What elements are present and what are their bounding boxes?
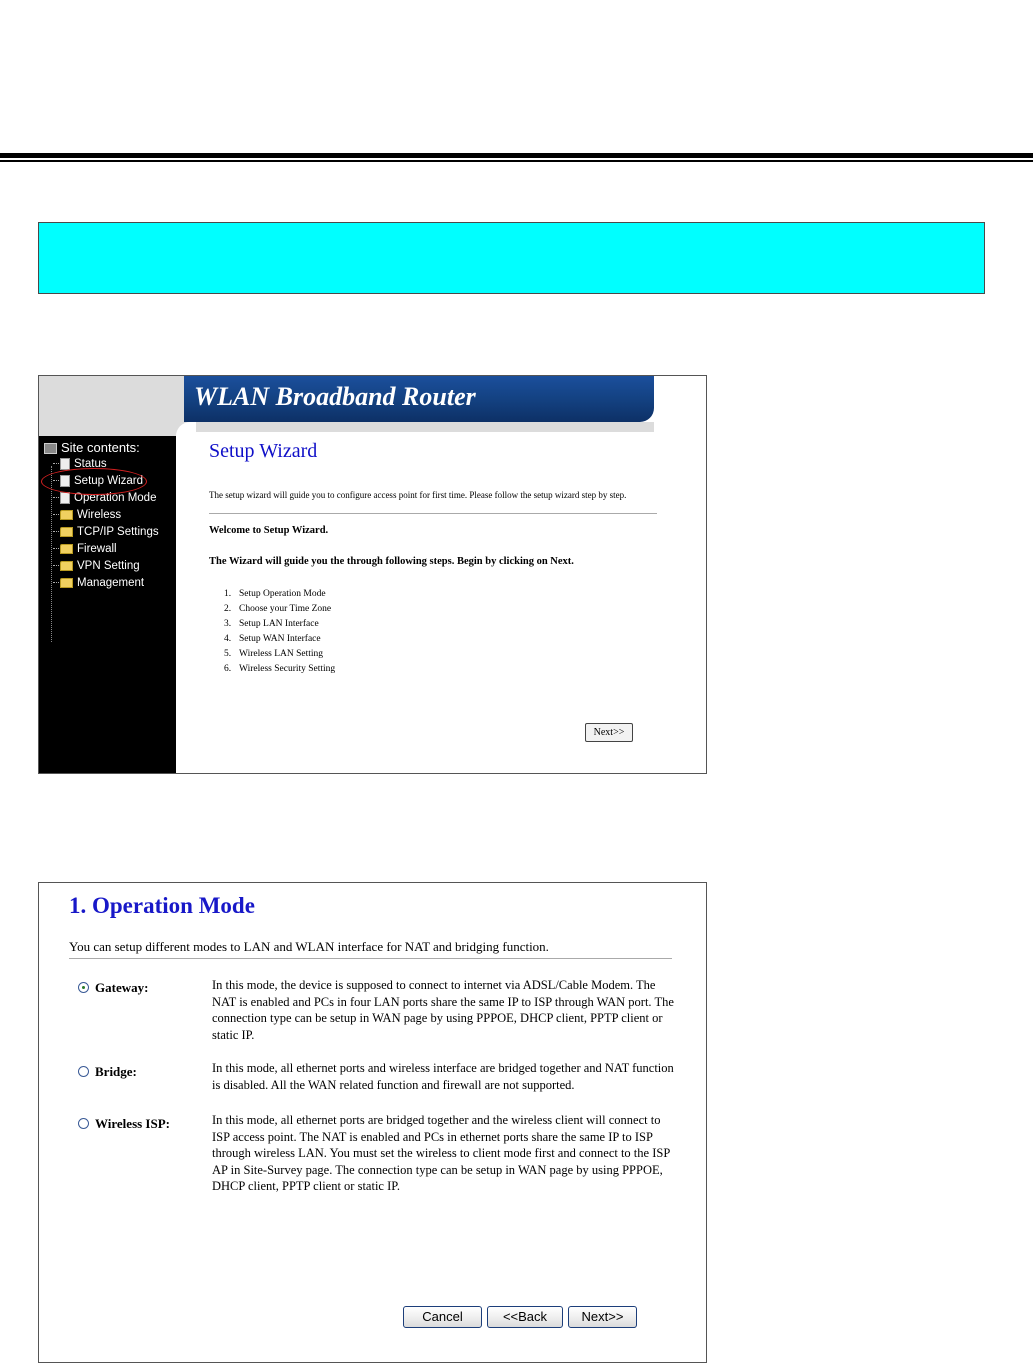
list-item: 5. Wireless LAN Setting xyxy=(224,649,324,659)
folder-icon xyxy=(60,527,73,537)
gateway-option[interactable] xyxy=(78,980,148,996)
folder-icon xyxy=(60,510,73,520)
sidebar-item-label: Management xyxy=(77,577,145,589)
sidebar-item-label: Operation Mode xyxy=(74,492,157,504)
bridge-radio[interactable] xyxy=(78,1066,89,1077)
highlight-circle xyxy=(41,468,147,495)
wizard-description: The setup wizard will guide you to configure access point for first time. Please follow the setup wizard step by step. xyxy=(209,490,627,500)
document-icon xyxy=(60,458,70,470)
folder-icon xyxy=(60,544,73,554)
option-label: Bridge: xyxy=(95,1064,137,1079)
document-icon xyxy=(60,492,70,504)
sidebar-header-label: Site contents: xyxy=(61,440,140,455)
sidebar-item-wireless[interactable] xyxy=(53,507,121,523)
wireless-isp-option[interactable] xyxy=(78,1116,170,1132)
tree-icon xyxy=(44,443,57,454)
back-button[interactable]: <<Back xyxy=(487,1306,563,1328)
list-item: 4. Setup WAN Interface xyxy=(224,634,321,644)
banner-title: WLAN Broadband Router xyxy=(194,382,476,411)
sidebar-header xyxy=(44,440,140,455)
sidebar-item-label: Setup Wizard xyxy=(74,475,144,487)
page-title: Setup Wizard xyxy=(209,440,318,462)
header-rule-thick xyxy=(0,153,1033,158)
wizard-content xyxy=(176,436,706,774)
cancel-button[interactable]: Cancel xyxy=(403,1306,482,1328)
sidebar-item-firewall[interactable] xyxy=(53,541,117,557)
wireless-isp-radio[interactable] xyxy=(78,1118,89,1129)
list-item: 1. Setup Operation Mode xyxy=(224,589,326,599)
banner-strip xyxy=(184,422,654,432)
steps-list xyxy=(224,587,335,677)
divider xyxy=(209,513,657,514)
bridge-description: In this mode, all ethernet ports and wireless interface are bridged together and NAT function is disabled. All the WAN related function and firewall are not supported. xyxy=(212,1061,674,1092)
page-title: 1. Operation Mode xyxy=(69,893,255,918)
header-rule-thin xyxy=(0,160,1033,162)
highlight-box xyxy=(38,222,985,294)
guide-text: The Wizard will guide you the through following steps. Begin by clicking on Next. xyxy=(209,556,574,567)
sidebar-item-tcpip-settings[interactable] xyxy=(53,524,159,540)
tree-line xyxy=(51,466,52,642)
sidebar-item-management[interactable] xyxy=(53,575,144,591)
bridge-option[interactable] xyxy=(78,1064,137,1080)
gateway-radio[interactable] xyxy=(78,982,89,993)
list-item: 3. Setup LAN Interface xyxy=(224,619,319,629)
operation-mode-screenshot xyxy=(38,882,707,1363)
sidebar-item-label: Status xyxy=(74,458,107,470)
logo-area xyxy=(39,376,184,436)
setup-wizard-screenshot xyxy=(38,375,707,774)
intro-text: You can setup different modes to LAN and WLAN interface for NAT and bridging function. xyxy=(69,939,549,954)
folder-icon xyxy=(60,561,73,571)
banner xyxy=(184,376,654,422)
option-label: Wireless ISP: xyxy=(95,1116,170,1131)
sidebar-item-label: Wireless xyxy=(77,509,122,521)
sidebar-item-vpn-setting[interactable] xyxy=(53,558,140,574)
divider xyxy=(69,958,672,959)
sidebar-item-label: TCP/IP Settings xyxy=(77,526,159,538)
wireless-isp-description: In this mode, all ethernet ports are bridged together and the wireless client will connect to ISP access point. The NAT is enabled and PCs in ethernet ports share the same IP to ISP through wireless LAN. You must set the wireless to client mode first and connect to the ISP AP in Site-Survey page. The connection type can be setup in WAN page by using PPPOE, DHCP client, PPTP client or static IP. xyxy=(212,1113,670,1193)
sidebar-item-label: Firewall xyxy=(77,543,117,555)
list-item: 6. Wireless Security Setting xyxy=(224,664,336,674)
option-label: Gateway: xyxy=(95,980,149,995)
next-button[interactable]: Next>> xyxy=(568,1306,637,1328)
list-item: 2. Choose your Time Zone xyxy=(224,604,332,614)
header-rule xyxy=(0,153,1033,163)
welcome-text: Welcome to Setup Wizard. xyxy=(209,525,329,536)
next-button[interactable]: Next>> xyxy=(585,723,633,742)
folder-icon xyxy=(60,578,73,588)
gateway-description: In this mode, the device is supposed to connect to internet via ADSL/Cable Modem. The NAT is enabled and PCs in four LAN ports share the same IP to ISP through WAN port. The connection type can be setup in WAN page by using PPPOE, DHCP client, PPTP client or static IP. xyxy=(212,978,674,1042)
sidebar-item-label: VPN Setting xyxy=(77,560,140,572)
